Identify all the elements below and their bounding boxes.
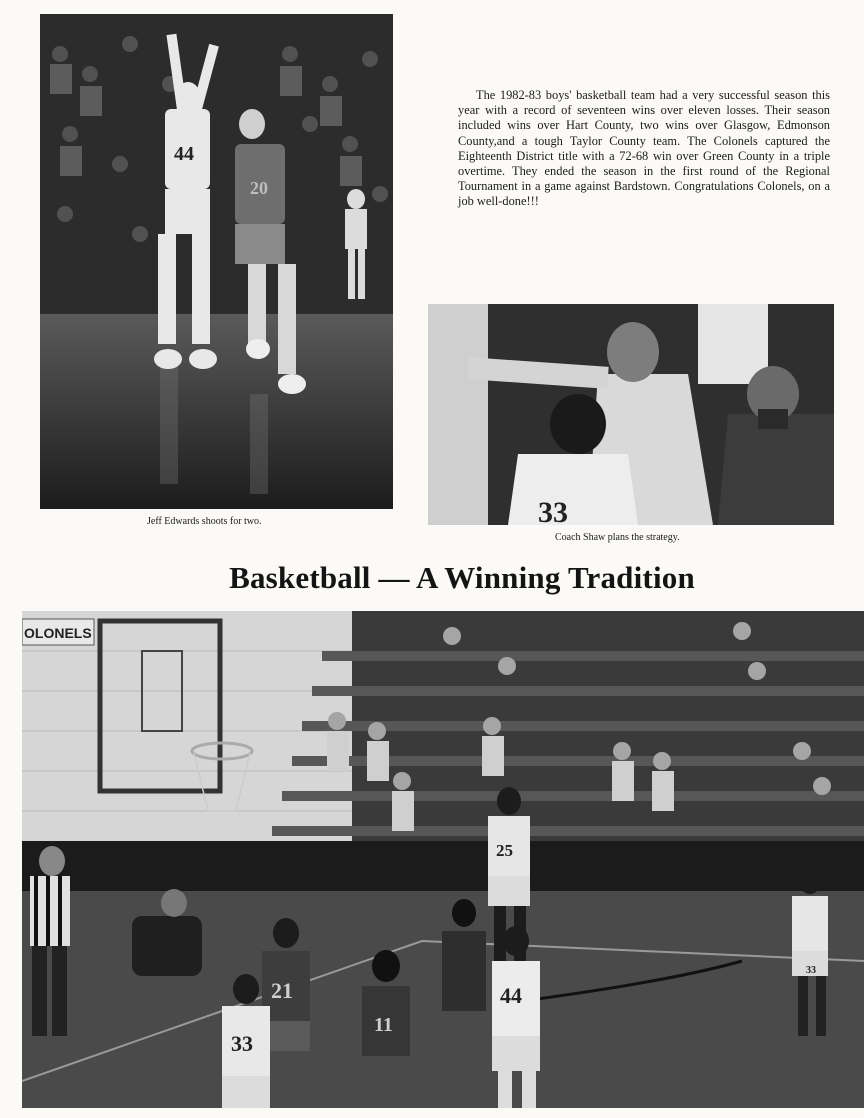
page-headline: Basketball — A Winning Tradition (229, 560, 695, 595)
photo-jump-shot (40, 14, 393, 509)
photo-game-action (22, 611, 864, 1108)
jersey-number-11: 11 (374, 1014, 393, 1036)
jersey-number-21: 21 (271, 978, 293, 1003)
caption-jump-shot: Jeff Edwards shoots for two. (147, 516, 262, 527)
jump-shot-image (40, 14, 393, 509)
jersey-number-44-court: 44 (500, 983, 522, 1008)
jersey-number-20: 20 (250, 178, 268, 198)
coach-image (428, 304, 834, 525)
jersey-number-44: 44 (174, 143, 194, 165)
game-action-image (22, 611, 864, 1108)
caption-coach: Coach Shaw plans the strategy. (555, 532, 680, 543)
photo-coach (428, 304, 834, 525)
jersey-number-25: 25 (496, 841, 513, 860)
jersey-number-33: 33 (538, 496, 568, 525)
article-body: The 1982-83 boys' basketball team had a very successful season this year with a record of seventeen wins over eleven losses. Their season included wins over Hart County, two wins over Glasgow, Edmonson County,and a tough Taylor County team. The Colonels captured the Eighteenth District title with a 72-68 win over Green County in a triple overtime. They ended the season in the first round of the Regional Tournament in a game against Bardstown. Congratulations Colonels, on a job well-done!!! (458, 88, 830, 209)
jersey-number-33-court: 33 (231, 1031, 253, 1056)
jersey-number-33-right: 33 (806, 965, 816, 976)
colonels-banner: OLONELS (24, 625, 92, 641)
